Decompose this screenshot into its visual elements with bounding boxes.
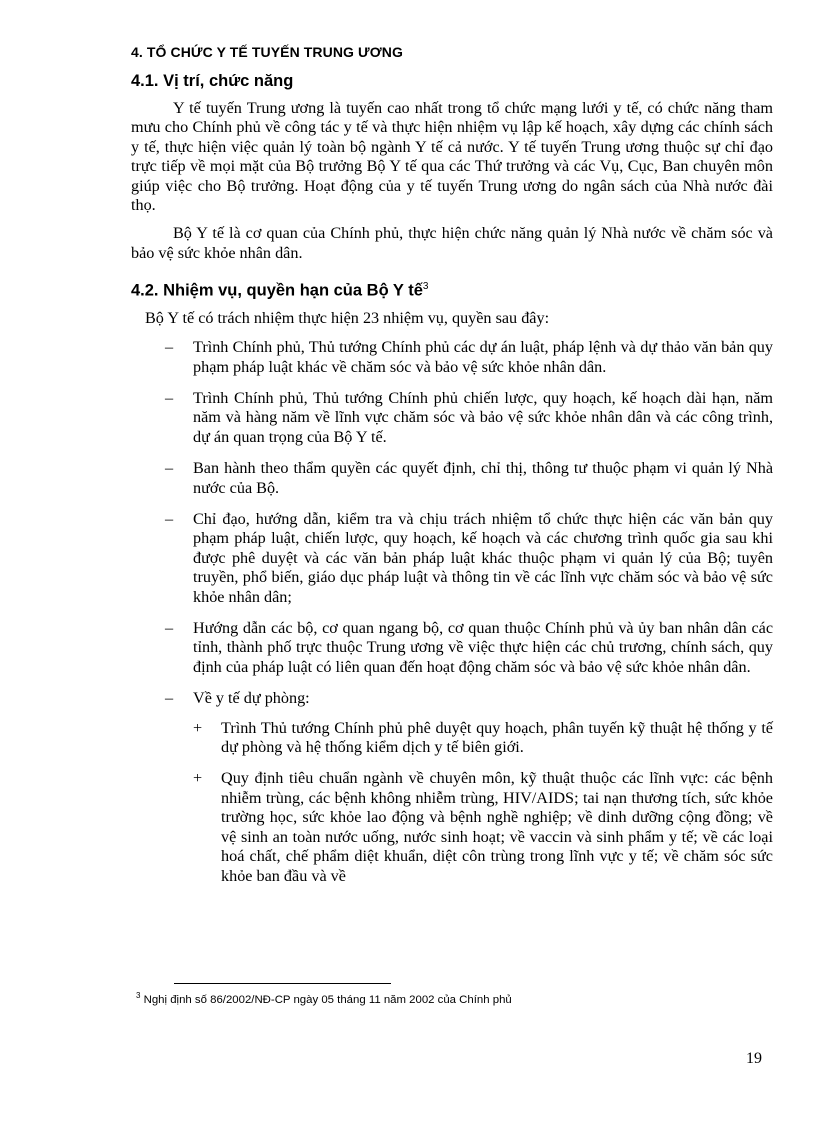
duties-list xyxy=(131,338,773,886)
footnote-text: Nghị định số 86/2002/NĐ-CP ngày 05 tháng 11 năm 2002 của Chính phủ xyxy=(140,993,512,1006)
footnote-reference[interactable]: 3 xyxy=(422,281,429,293)
list-item-text: Ban hành theo thẩm quyền các quyết định, chỉ thị, thông tư thuộc phạm vi quản lý Nhà nước của Bộ. xyxy=(193,459,773,497)
section-title: 4. TỔ CHỨC Y TẾ TUYẾN TRUNG ƯƠNG xyxy=(131,44,403,60)
sublist-item xyxy=(193,769,773,885)
list-item-text: Trình Chính phủ, Thủ tướng Chính phủ các dự án luật, pháp lệnh và dự thảo văn bản quy phạm pháp luật khác về chăm sóc và bảo vệ sức khỏe nhân dân. xyxy=(193,338,773,376)
list-item xyxy=(131,389,773,447)
preventive-sublist xyxy=(193,719,773,886)
footnote-number: 3 xyxy=(136,991,141,1000)
paragraph: Bộ Y tế là cơ quan của Chính phủ, thực hiện chức năng quản lý Nhà nước về chăm sóc và bảo vệ sức khỏe nhân dân. xyxy=(131,224,773,262)
list-item xyxy=(131,619,773,677)
list-item xyxy=(131,459,773,498)
paragraph: Y tế tuyến Trung ương là tuyến cao nhất trong tổ chức mạng lưới y tế, có chức năng tham mưu cho Chính phủ về công tác y tế và thực hiện nhiệm vụ lập kế hoạch, xây dựng các chính sách y tế, thực hiện việc quản lý toàn bộ ngành Y tế cả nước. Y tế tuyến Trung ương thuộc sự chỉ đạo trực tiếp về mọi mặt của Bộ trưởng Bộ Y tế qua các Thứ trưởng và các Vụ, Cục, Ban chuyên môn giúp việc cho Bộ trưởng. Hoạt động của y tế tuyến Trung ương do ngân sách của Nhà nước đài thọ. xyxy=(131,99,773,215)
plus-marker: + xyxy=(193,769,203,788)
dash-marker: – xyxy=(165,510,174,528)
sublist-item xyxy=(193,719,773,758)
dash-marker: – xyxy=(165,619,174,638)
dash-marker: – xyxy=(165,689,174,708)
list-item-text: Về y tế dự phòng: xyxy=(193,689,310,708)
dash-marker: – xyxy=(165,459,174,478)
list-item xyxy=(131,510,773,607)
footnote xyxy=(136,991,512,1006)
list-item-text: Hướng dẫn các bộ, cơ quan ngang bộ, cơ quan thuộc Chính phủ và ủy ban nhân dân các tỉnh, thành phố trực thuộc Trung ương về việc thực hiện các chủ trương, chính sách, quy định của pháp luật có liên quan đến hoạt động chăm sóc và bảo vệ sức khỏe nhân dân. xyxy=(193,619,773,676)
subsection-title-text: 4.2. Nhiệm vụ, quyền hạn của Bộ Y tế xyxy=(131,281,423,300)
list-item-text: Chỉ đạo, hướng dẫn, kiểm tra và chịu trách nhiệm tổ chức thực hiện các văn bản quy phạm pháp luật, chiến lược, quy hoạch, kế hoạch và các chương trình quốc gia sau khi được phê duyệt và các văn bản pháp luật khác thuộc phạm vi quản lý của Bộ; tuyên truyền, phổ biến, giáo dục pháp luật và thông tin về các lĩnh vực chăm sóc và bảo vệ sức khỏe nhân dân; xyxy=(193,510,773,606)
plus-marker: + xyxy=(193,718,203,737)
sublist-item-text: Quy định tiêu chuẩn ngành về chuyên môn, kỹ thuật thuộc các lĩnh vực: các bệnh nhiễm trùng, các bệnh không nhiễm trùng, HIV/AIDS; tai nạn thương tích, sức khỏe trường học, sức khỏe lao động và bệnh nghề nghiệp; về dinh dưỡng cộng đồng; về vệ sinh an toàn nước uống, nước sinh hoạt; về vaccin và sinh phẩm y tế; về các loại hoá chất, chế phẩm diệt khuẩn, diệt côn trùng trong lĩnh vực y tế; về chăm sóc sức khỏe ban đầu và về xyxy=(221,769,773,885)
sublist-item-text: Trình Thủ tướng Chính phủ phê duyệt quy hoạch, phân tuyến kỹ thuật hệ thống y tế dự phòng và hệ thống kiểm dịch y tế biên giới. xyxy=(221,718,773,757)
footnote-divider xyxy=(174,983,391,984)
subsection-title-duties-powers xyxy=(131,281,773,301)
list-item xyxy=(131,338,773,377)
page-number: 19 xyxy=(746,1050,762,1067)
dash-marker: – xyxy=(165,338,174,357)
intro-paragraph: Bộ Y tế có trách nhiệm thực hiện 23 nhiệm vụ, quyền sau đây: xyxy=(145,308,550,327)
list-item-preventive xyxy=(131,689,773,886)
list-item-text: Trình Chính phủ, Thủ tướng Chính phủ chiến lược, quy hoạch, kế hoạch dài hạn, năm năm và hàng năm về lĩnh vực chăm sóc và bảo vệ sức khỏe nhân dân và các công trình, dự án quan trọng của Bộ Y tế. xyxy=(193,388,773,446)
subsection-title-position-function: 4.1. Vị trí, chức năng xyxy=(131,72,294,90)
page-content xyxy=(131,44,773,898)
dash-marker: – xyxy=(165,388,174,407)
